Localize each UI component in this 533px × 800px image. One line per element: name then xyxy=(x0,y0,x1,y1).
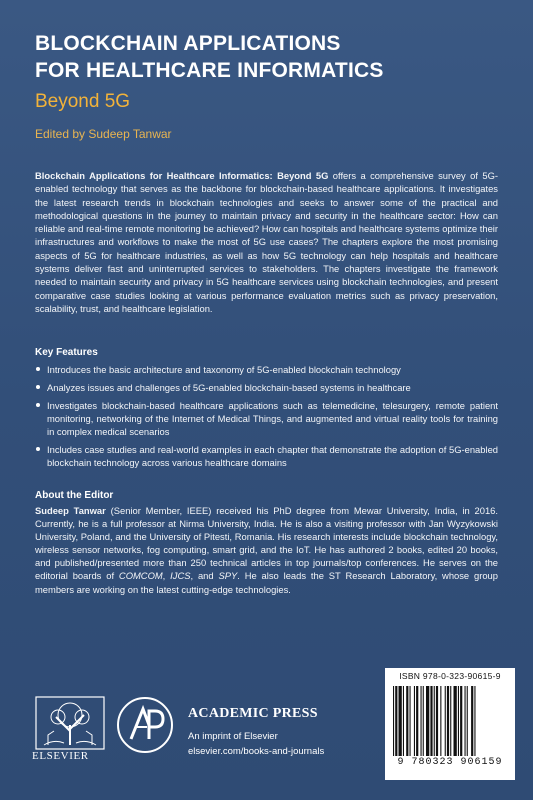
academic-press-logo-icon xyxy=(115,695,175,755)
editor-name: Sudeep Tanwar xyxy=(35,505,106,516)
list-item: Investigates blockchain-based healthcare applications such as telemedicine, telesurgery, remote patient monitoring, networking of the Internet of Medical Things, and augmented and virtual reality tools for training in complex medical scenarios xyxy=(35,399,498,438)
elsevier-wordmark: ELSEVIER xyxy=(32,750,89,762)
list-item: Introduces the basic architecture and taxonomy of 5G-enabled blockchain technology xyxy=(35,363,498,376)
about-editor-heading: About the Editor xyxy=(35,490,114,501)
barcode-digits: 9 780323 906159 xyxy=(397,757,503,768)
separator-1: , xyxy=(162,570,171,582)
list-item: Analyzes issues and challenges of 5G-enabled blockchain-based systems in healthcare xyxy=(35,381,498,394)
about-editor xyxy=(35,490,498,596)
about-text-1: (Senior Member, IEEE) received his PhD degree from Mewar University, India, in 2016. Currently, he is a full professor at Nirma University, India. He is also a visiting professor with Jan Wyzykowski University, Poland, and the University of Pitesti, Romania. His research interests include blockchain technology, wireless sensor networks, fog computing, smart grid, and the IoT. He has authored 2 books, edited 20 books, and published/presented more than 250 technical articles in top journals/top conferences. He serves on the editorial boards of xyxy=(35,505,498,582)
title-block xyxy=(35,30,505,142)
publisher-url: elsevier.com/books-and-journals xyxy=(188,746,325,757)
barcode-graphic xyxy=(393,686,507,756)
about-editor-paragraph xyxy=(35,504,498,596)
journal-spy: SPY xyxy=(218,570,238,582)
key-features-list xyxy=(35,363,498,469)
about-text-2: . He also leads the ST Research Laboratory, whose group members are working on the latest cutting-edge technologies. xyxy=(35,570,498,595)
journal-comcom: COMCOM xyxy=(118,570,163,582)
title-line-1: BLOCKCHAIN APPLICATIONS xyxy=(35,32,341,55)
key-features xyxy=(35,347,498,474)
imprint-line: An imprint of Elsevier xyxy=(188,731,278,742)
barcode-box xyxy=(385,668,515,780)
editor-credit: Edited by Sudeep Tanwar xyxy=(35,127,172,141)
subtitle: Beyond 5G xyxy=(35,91,131,112)
description-body: offers a comprehensive survey of 5G-enabled technology that serves as the backbone for blockchain-based healthcare applications. It investigates the latest research trends in blockchain technologies and seeks to answer some of the practical and methodological questions in the journey to maintain privacy and security in the healthcare sector: How can reliable and real-time remote monitoring be achieved? How can hospitals and healthcare systems optimize their infrastructures and workflows to make the most of 5G use cases? The chapters explore the most promising aspects of 5G for healthcare industries, as well as how 5G technology can help hospitals and healthcare systems deliver fast and uninterrupted services to stakeholders. The chapters investigate the framework needed to maintain security and privacy in 5G healthcare services using blockchain technologies, and present comparative case studies looking at various performance evaluation metrics such as privacy preservation, scalability, trust, and healthcare legislation. xyxy=(35,170,498,314)
key-features-heading: Key Features xyxy=(35,347,98,358)
list-item: Includes case studies and real-world examples in each chapter that demonstrate the adoption of 5G-enabled blockchain technology across various healthcare domains xyxy=(35,443,498,469)
description-lead: Blockchain Applications for Healthcare Informatics: Beyond 5G xyxy=(35,170,329,181)
journal-ijcs: IJCS xyxy=(170,570,191,582)
isbn-number: ISBN 978-0-323-90615-9 xyxy=(399,671,501,681)
academic-press-name: ACADEMIC PRESS xyxy=(188,706,318,721)
title-line-2: FOR HEALTHCARE INFORMATICS xyxy=(35,59,384,82)
separator-2: , and xyxy=(190,570,219,582)
academic-press-text xyxy=(188,706,378,757)
description-paragraph xyxy=(35,169,498,315)
